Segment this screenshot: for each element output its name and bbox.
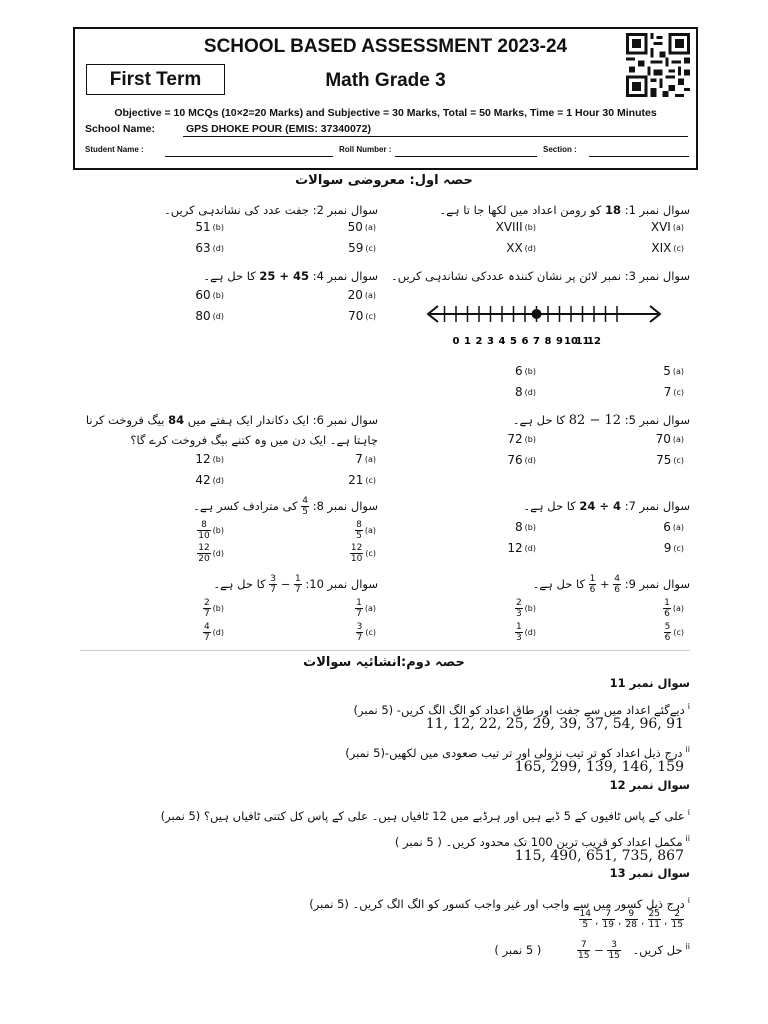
q12-part-ii-numbers: 115, 490, 651, 735, 867 [514,848,684,864]
question-1: سوال نمبر 1: 18 کو رومن اعداد میں لکھا جا تا ہے۔ [439,203,690,217]
q4-option-b[interactable]: 60 (b) [195,288,224,302]
q2-option-b[interactable]: 51 (b) [195,220,224,234]
school-name-underline [183,136,688,137]
question-3: سوال نمبر 3: نمبر لائن پر نشان کنندہ عددکی نشاندہی کریں۔ [391,269,690,283]
tick-label: 7 [533,336,540,347]
q8-option-c[interactable]: $\frac{12}{10}$ (c) [350,543,376,564]
tick-label: 11 [575,336,590,347]
part2-title: حصہ دوم:انشائیہ سوالات [303,655,465,670]
q7-option-b[interactable]: 8 (b) [515,520,536,534]
q7-option-d[interactable]: 12 (d) [507,541,536,555]
q9-option-c[interactable]: $\frac{5}{6}$ (c) [664,622,684,643]
q11-part-i: $^i$دیےگئے اعداد میں سے جفت اور طاق اعداد کو الگ الگ کریں- (5 نمبر) [353,702,690,717]
q1-option-b[interactable]: XVIII (b) [495,220,536,234]
school-name-label: School Name: [85,123,156,135]
qr-code-icon [626,33,690,97]
q3-option-c[interactable]: 7 (c) [663,385,684,399]
separator: , [638,916,648,927]
fraction: $\frac{2}{15}$ [671,909,683,930]
objective-line: Objective = 10 MCQs (10×2=20 Marks) and Subjective = 30 Marks, Total = 50 Marks, Time = 1 Hour 30 Minutes [114,107,657,119]
tick-label: 0 [452,336,460,347]
fraction: $\frac{7}{19}$ [602,909,614,930]
question-9: سوال نمبر 9: $\frac{1}{6}$ + $\frac{4}{6}$ کا حل ہے۔ [532,574,690,595]
question-8: سوال نمبر 8: $\frac{4}{5}$ کی مترادف کسر ہے۔ [193,496,378,517]
section-divider [80,650,690,651]
q8-option-b[interactable]: $\frac{8}{10}$ (b) [198,520,224,541]
q10-option-d[interactable]: $\frac{4}{7}$ (d) [203,622,224,643]
q9-option-a[interactable]: $\frac{1}{6}$ (a) [664,598,684,619]
section-field[interactable] [589,156,689,157]
q12-part-ii: $^{ii}$مکمل اعداد کو قریب ترین 100 تک محدود کریں۔ ( 5 نمبر ) [394,834,690,849]
section-label: Section : [543,145,577,154]
fraction: $\frac{14}{5}$ [579,909,591,930]
q6-option-c[interactable]: 21 (c) [348,473,376,487]
tick-label: 3 [487,336,494,347]
q5-option-c[interactable]: 75 (c) [656,453,684,467]
student-name-field[interactable] [165,156,333,157]
q3-option-d[interactable]: 8 (d) [515,385,536,399]
q1-option-c[interactable]: XIX (c) [651,241,684,255]
tick-label: 10 [564,336,578,347]
q10-option-c[interactable]: $\frac{3}{7}$ (c) [356,622,376,643]
q8-option-a[interactable]: $\frac{8}{5}$ (a) [356,520,376,541]
q5-option-d[interactable]: 76 (d) [507,453,536,467]
q2-option-c[interactable]: 59 (c) [348,241,376,255]
q3-option-a[interactable]: 5 (a) [663,364,684,378]
q7-option-c[interactable]: 9 (c) [663,541,684,555]
q13-part-ii: $^{ii}$حل کریں۔ $\frac{7}{15}$ − $\frac{3}{15}$ ( 5 نمبر ) [494,939,690,961]
tick-label: 12 [587,336,601,347]
grade-title: Math Grade 3 [325,70,446,91]
question-7: سوال نمبر 7: 24 ÷ 4 کا حل ہے۔ [523,499,690,513]
question-13-heading: سوال نمبر 13 [609,866,690,880]
q9-option-d[interactable]: $\frac{1}{3}$ (d) [515,622,536,643]
q13-part-i: $^i$درج ذیل کسور میں سے واجب اور غیر واجب کسور کو الگ الگ کریں۔ (5 نمبر) [309,896,690,911]
term-box: First Term [86,64,225,95]
q11-part-ii: $^{ii}$درج ذیل اعداد کو تر تیب نزولی اور تر تیب صعودی میں لکھیں-(5 نمبر) [345,745,690,760]
tick-label: 9 [556,336,563,347]
marked-point [532,309,542,319]
q8-option-d[interactable]: $\frac{12}{20}$ (d) [198,543,224,564]
tick-label: 8 [544,336,552,347]
q2-option-d[interactable]: 63 (d) [195,241,224,255]
roll-number-label: Roll Number : [339,145,392,154]
fraction: $\frac{9}{28}$ [625,909,637,930]
question-5: سوال نمبر 5: 82 − 12 کا حل ہے۔ [512,413,690,428]
roll-number-field[interactable] [395,156,537,157]
q6-option-a[interactable]: 7 (a) [355,452,376,466]
q5-option-b[interactable]: 72 (b) [507,432,536,446]
tick-label: 6 [521,336,529,347]
q6-option-b[interactable]: 12 (b) [195,452,224,466]
q11-part-i-numbers: 11, 12, 22, 25, 29, 39, 37, 54, 96, 91 [425,716,684,732]
separator: , [615,916,625,927]
tick-label: 4 [498,336,506,347]
question-11-heading: سوال نمبر 11 [609,676,690,690]
q1-option-a[interactable]: XVI (a) [650,220,684,234]
question-6: سوال نمبر 6: ایک دکاندار ایک ہفتے میں 84 بیگ فروخت کرنا چاہتا ہے۔ ایک دن میں وہ کتنے بیگ فروخت کرے گا؟ [85,413,378,447]
header-box [73,27,698,170]
q9-option-b[interactable]: $\frac{2}{3}$ (b) [515,598,536,619]
question-12-heading: سوال نمبر 12 [609,778,690,792]
q6-option-d[interactable]: 42 (d) [195,473,224,487]
q13-fractions [579,909,684,930]
separator: , [592,916,602,927]
q4-option-c[interactable]: 70 (c) [348,309,376,323]
q5-option-a[interactable]: 70 (a) [655,432,684,446]
fraction: $\frac{25}{11}$ [648,909,660,930]
number-line [424,296,664,352]
question-2: سوال نمبر 2: جفت عدد کی نشاندہی کریں۔ [164,203,378,217]
separator: , [661,916,671,927]
q4-option-a[interactable]: 20 (a) [347,288,376,302]
part1-title: حصہ اول: معروضی سوالات [295,173,473,188]
q2-option-a[interactable]: 50 (a) [347,220,376,234]
assessment-title: SCHOOL BASED ASSESSMENT 2023-24 [203,36,568,57]
q1-option-d[interactable]: XX (d) [506,241,536,255]
q4-option-d[interactable]: 80 (d) [195,309,224,323]
tick-label: 2 [475,336,483,347]
question-4: سوال نمبر 4: 25 + 45 کا حل ہے۔ [203,269,378,283]
student-name-label: Student Name : [85,145,144,154]
tick-label: 1 [464,336,471,347]
school-name-value: GPS DHOKE POUR (EMIS: 37340072) [186,123,371,135]
q10-option-b[interactable]: $\frac{2}{7}$ (b) [203,598,224,619]
q12-part-i: $^i$علی کے پاس ٹافیوں کے 5 ڈبے ہیں اور ہرڈبے میں 12 ٹافیاں ہیں۔ علی کے پاس کل کتنی ٹافیاں ہیں؟ (5 نمبر) [160,808,690,823]
q7-option-a[interactable]: 6 (a) [663,520,684,534]
q3-option-b[interactable]: 6 (b) [515,364,536,378]
q10-option-a[interactable]: $\frac{1}{7}$ (a) [356,598,376,619]
tick-label: 5 [510,336,517,347]
q11-part-ii-numbers: 165, 299, 139, 146, 159 [514,759,684,775]
question-10: سوال نمبر 10: $\frac{3}{7}$ − $\frac{1}{7}$ کا حل ہے۔ [213,574,378,595]
